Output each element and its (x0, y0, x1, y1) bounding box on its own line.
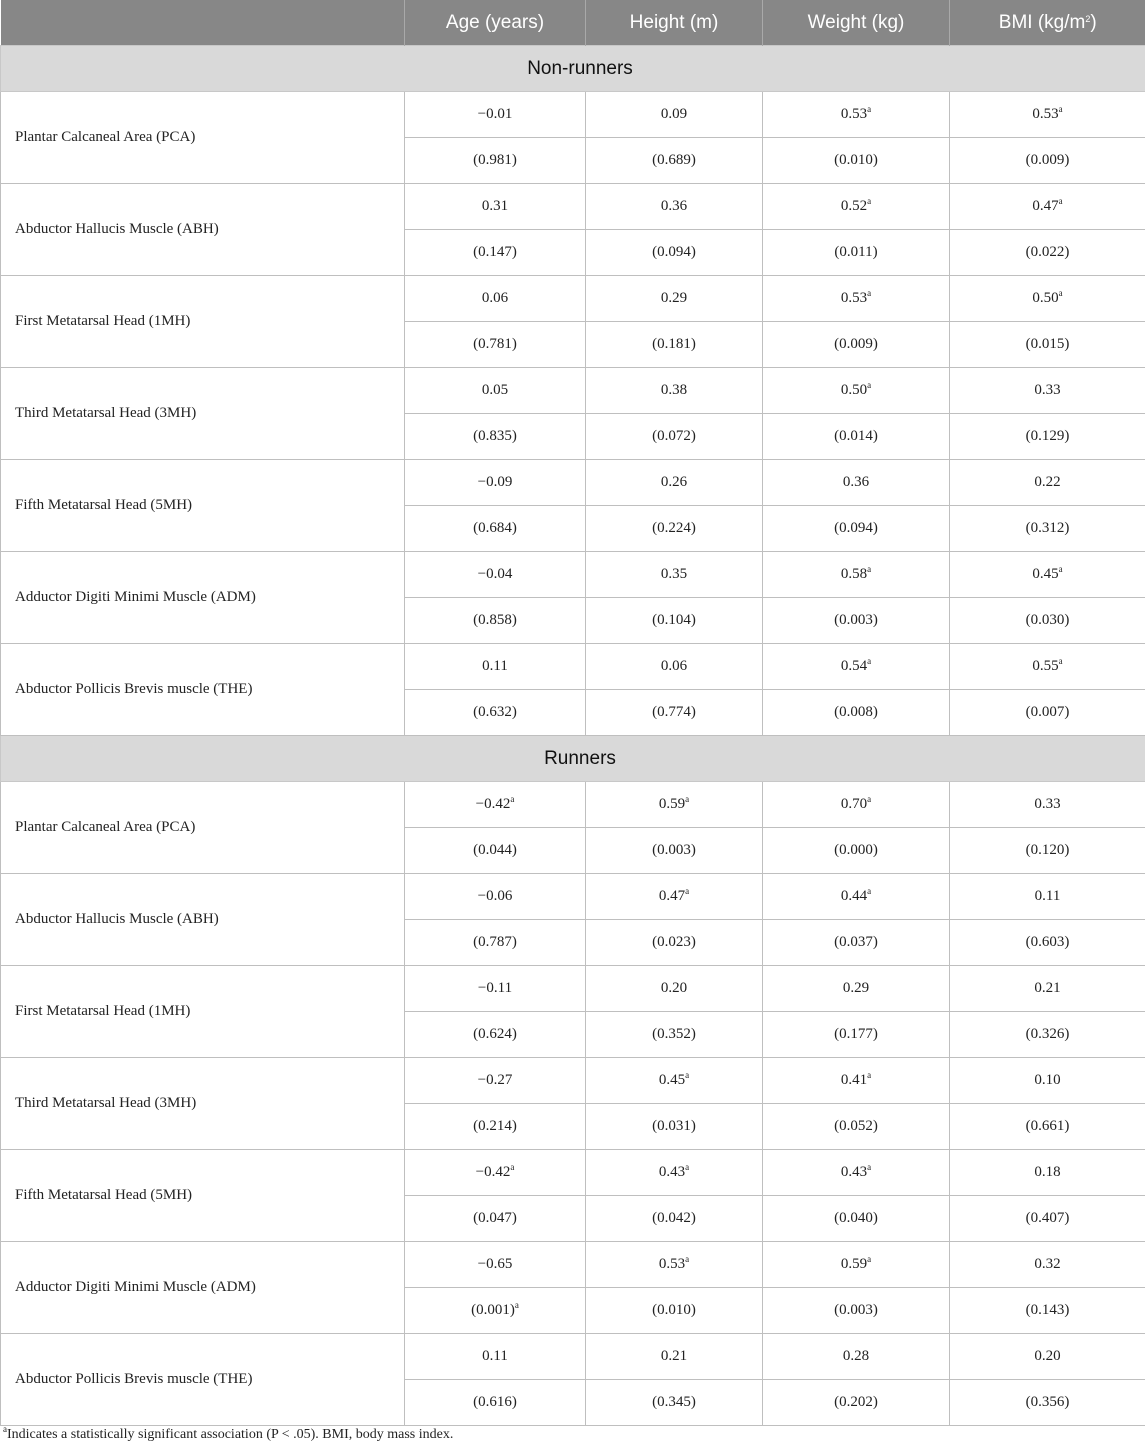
pvalue-cell-weight-value: (0.010) (834, 152, 878, 168)
pvalue-cell-bmi-value: (0.007) (1025, 704, 1070, 720)
coefficient-cell-bmi-value: 0.33 (1034, 796, 1061, 812)
coefficient-cell-height-value: 0.53 (658, 1256, 686, 1272)
coefficient-cell-height-value: 0.38 (660, 382, 688, 398)
pvalue-cell-bmi-value: (0.356) (1025, 1394, 1070, 1410)
header-age: Age (years) (405, 0, 586, 46)
pvalue-cell-bmi (950, 1380, 1145, 1426)
coefficient-cell-bmi-value: 0.45 (1032, 566, 1059, 582)
coefficient-cell-age (405, 552, 586, 598)
pvalue-cell-weight-value: (0.003) (834, 1302, 878, 1318)
pvalue-cell-bmi-value: (0.143) (1025, 1302, 1070, 1318)
coefficient-cell-age (405, 1058, 586, 1104)
coefficient-cell-weight (763, 368, 950, 414)
table-row (1, 552, 1145, 598)
footnote (3, 1424, 454, 1443)
pvalue-cell-weight (763, 230, 950, 276)
pvalue-cell-bmi-value: (0.312) (1025, 520, 1070, 536)
coefficient-cell-age-value: −0.65 (477, 1256, 513, 1272)
table-row (1, 184, 1145, 230)
pvalue-cell-height (586, 506, 763, 552)
coefficient-cell-age-value: −0.04 (477, 566, 513, 582)
pvalue-cell-age-value: (0.001) (471, 1302, 515, 1318)
header-bmi-close: ) (1090, 11, 1097, 33)
table-row (1, 276, 1145, 322)
coefficient-cell-weight (763, 1242, 950, 1288)
coefficient-cell-height (586, 92, 763, 138)
pvalue-cell-weight-value: (0.011) (834, 244, 878, 260)
pvalue-cell-height-value: (0.003) (652, 842, 696, 858)
row-label: First Metatarsal Head (1MH) (1, 276, 405, 368)
pvalue-cell-height-value: (0.023) (652, 934, 696, 950)
pvalue-cell-height (586, 690, 763, 736)
coefficient-cell-weight (763, 782, 950, 828)
pvalue-cell-weight (763, 920, 950, 966)
coefficient-cell-bmi-significance-marker: a (1058, 104, 1063, 114)
header-weight: Weight (kg) (763, 0, 950, 46)
pvalue-cell-bmi-value: (0.603) (1025, 934, 1070, 950)
coefficient-cell-height-value: 0.09 (660, 106, 688, 122)
coefficient-cell-height-significance-marker: a (685, 886, 690, 896)
coefficient-cell-weight-value: 0.28 (842, 1348, 870, 1364)
pvalue-cell-bmi-value: (0.407) (1025, 1210, 1070, 1226)
table-row (1, 874, 1145, 920)
pvalue-cell-height (586, 598, 763, 644)
coefficient-cell-bmi-significance-marker: a (1058, 196, 1063, 206)
coefficient-cell-weight-value: 0.53 (840, 106, 868, 122)
coefficient-cell-age (405, 1334, 586, 1380)
header-blank (1, 0, 405, 46)
pvalue-cell-weight (763, 598, 950, 644)
pvalue-cell-height-value: (0.181) (652, 336, 696, 352)
coefficient-cell-age-value: 0.31 (481, 198, 509, 214)
footnote-marker: a (3, 1424, 7, 1434)
table-row (1, 92, 1145, 138)
coefficient-cell-bmi (950, 644, 1145, 690)
pvalue-cell-height (586, 1380, 763, 1426)
pvalue-cell-age (405, 506, 586, 552)
coefficient-cell-weight-value: 0.50 (840, 382, 868, 398)
coefficient-cell-height-value: 0.06 (660, 658, 688, 674)
pvalue-cell-bmi-value: (0.015) (1025, 336, 1070, 352)
pvalue-cell-age (405, 414, 586, 460)
pvalue-cell-height-value: (0.031) (652, 1118, 696, 1134)
coefficient-cell-weight-value: 0.29 (842, 980, 870, 996)
coefficient-cell-weight-significance-marker: a (867, 1070, 872, 1080)
coefficient-cell-age (405, 1242, 586, 1288)
pvalue-cell-height-value: (0.774) (652, 704, 696, 720)
coefficient-cell-age-value: 0.06 (481, 290, 509, 306)
coefficient-cell-weight (763, 460, 950, 506)
pvalue-cell-age-value: (0.858) (473, 612, 517, 628)
pvalue-cell-height-value: (0.352) (652, 1026, 696, 1042)
pvalue-cell-weight (763, 690, 950, 736)
row-label: Abductor Hallucis Muscle (ABH) (1, 184, 405, 276)
coefficient-cell-bmi (950, 874, 1145, 920)
row-label: Fifth Metatarsal Head (5MH) (1, 1150, 405, 1242)
coefficient-cell-height-significance-marker: a (685, 794, 690, 804)
coefficient-cell-age-significance-marker: a (510, 1162, 515, 1172)
coefficient-cell-bmi-value: 0.10 (1034, 1072, 1061, 1088)
pvalue-cell-height (586, 322, 763, 368)
pvalue-cell-age (405, 598, 586, 644)
coefficient-cell-height-value: 0.21 (660, 1348, 688, 1364)
coefficient-cell-weight (763, 92, 950, 138)
pvalue-cell-age-value: (0.632) (473, 704, 517, 720)
pvalue-cell-height (586, 828, 763, 874)
coefficient-cell-height (586, 644, 763, 690)
pvalue-cell-weight (763, 1196, 950, 1242)
pvalue-cell-bmi (950, 1104, 1145, 1150)
pvalue-cell-age-value: (0.787) (473, 934, 517, 950)
pvalue-cell-weight (763, 322, 950, 368)
table-body (1, 46, 1145, 1426)
row-label: Abductor Pollicis Brevis muscle (THE) (1, 644, 405, 736)
pvalue-cell-weight-value: (0.000) (834, 842, 878, 858)
pvalue-cell-weight-value: (0.040) (834, 1210, 878, 1226)
pvalue-cell-bmi-value: (0.129) (1025, 428, 1070, 444)
coefficient-cell-weight-significance-marker: a (867, 1254, 872, 1264)
pvalue-cell-weight-value: (0.202) (834, 1394, 878, 1410)
pvalue-cell-bmi (950, 414, 1145, 460)
coefficient-cell-weight-value: 0.44 (840, 888, 868, 904)
coefficient-cell-height (586, 1150, 763, 1196)
coefficient-cell-height (586, 552, 763, 598)
pvalue-cell-age-value: (0.044) (473, 842, 517, 858)
pvalue-cell-age (405, 828, 586, 874)
coefficient-cell-age (405, 92, 586, 138)
coefficient-cell-age (405, 460, 586, 506)
coefficient-cell-bmi (950, 1058, 1145, 1104)
coefficient-cell-bmi (950, 460, 1145, 506)
pvalue-cell-age-value: (0.981) (473, 152, 517, 168)
coefficient-cell-weight-significance-marker: a (867, 794, 872, 804)
coefficient-cell-bmi (950, 552, 1145, 598)
coefficient-cell-weight (763, 874, 950, 920)
pvalue-cell-bmi-value: (0.009) (1025, 152, 1070, 168)
coefficient-cell-bmi-significance-marker: a (1058, 656, 1063, 666)
pvalue-cell-bmi-value: (0.120) (1025, 842, 1070, 858)
row-label: Third Metatarsal Head (3MH) (1, 1058, 405, 1150)
pvalue-cell-height-value: (0.094) (652, 244, 696, 260)
group-row (1, 46, 1145, 92)
coefficient-cell-height-significance-marker: a (685, 1070, 690, 1080)
coefficient-cell-weight-value: 0.52 (840, 198, 868, 214)
pvalue-cell-weight (763, 1104, 950, 1150)
pvalue-cell-bmi (950, 138, 1145, 184)
pvalue-cell-weight-value: (0.009) (834, 336, 878, 352)
coefficient-cell-bmi-value: 0.18 (1034, 1164, 1061, 1180)
table-row (1, 782, 1145, 828)
coefficient-cell-bmi (950, 276, 1145, 322)
coefficient-cell-height (586, 184, 763, 230)
pvalue-cell-bmi (950, 828, 1145, 874)
pvalue-cell-age-value: (0.147) (473, 244, 517, 260)
pvalue-cell-bmi (950, 1196, 1145, 1242)
pvalue-cell-bmi (950, 1012, 1145, 1058)
coefficient-cell-weight-significance-marker: a (867, 196, 872, 206)
table-row (1, 1058, 1145, 1104)
coefficient-cell-weight-value: 0.41 (840, 1072, 868, 1088)
coefficient-cell-height-value: 0.20 (660, 980, 688, 996)
coefficient-cell-height (586, 1334, 763, 1380)
table-row (1, 368, 1145, 414)
pvalue-cell-bmi (950, 1288, 1145, 1334)
coefficient-cell-weight-significance-marker: a (867, 288, 872, 298)
coefficient-cell-height (586, 1058, 763, 1104)
table-row (1, 1334, 1145, 1380)
coefficient-cell-weight (763, 552, 950, 598)
coefficient-cell-bmi-value: 0.33 (1034, 382, 1061, 398)
coefficient-cell-weight-significance-marker: a (867, 1162, 872, 1172)
coefficient-cell-height (586, 368, 763, 414)
pvalue-cell-age-value: (0.214) (473, 1118, 517, 1134)
header-height: Height (m) (586, 0, 763, 46)
footnote-text: Indicates a statistically significant association (P < .05). BMI, body mass index. (7, 1427, 454, 1442)
pvalue-cell-height-value: (0.010) (652, 1302, 696, 1318)
pvalue-cell-age (405, 1196, 586, 1242)
pvalue-cell-height-value: (0.689) (652, 152, 696, 168)
row-label: Adductor Digiti Minimi Muscle (ADM) (1, 552, 405, 644)
coefficient-cell-weight-value: 0.70 (840, 796, 868, 812)
coefficient-cell-bmi-value: 0.50 (1032, 290, 1059, 306)
coefficient-cell-height-significance-marker: a (685, 1162, 690, 1172)
pvalue-cell-age-value: (0.047) (473, 1210, 517, 1226)
table-row (1, 460, 1145, 506)
coefficient-cell-height-value: 0.36 (660, 198, 688, 214)
row-label: Abductor Pollicis Brevis muscle (THE) (1, 1334, 405, 1426)
pvalue-cell-weight-value: (0.014) (834, 428, 878, 444)
pvalue-cell-age-value: (0.624) (473, 1026, 517, 1042)
pvalue-cell-height (586, 414, 763, 460)
coefficient-cell-weight-significance-marker: a (867, 564, 872, 574)
coefficient-cell-age (405, 966, 586, 1012)
header-row (1, 0, 1145, 46)
table-header (1, 0, 1145, 46)
pvalue-cell-weight (763, 1012, 950, 1058)
row-label: Third Metatarsal Head (3MH) (1, 368, 405, 460)
pvalue-cell-age (405, 1104, 586, 1150)
coefficient-cell-weight-value: 0.36 (842, 474, 870, 490)
coefficient-cell-weight-value: 0.58 (840, 566, 868, 582)
pvalue-cell-age-value: (0.616) (473, 1394, 517, 1410)
coefficient-cell-height-value: 0.26 (660, 474, 688, 490)
pvalue-cell-weight-value: (0.008) (834, 704, 878, 720)
coefficient-cell-height (586, 460, 763, 506)
pvalue-cell-weight-value: (0.177) (834, 1026, 878, 1042)
header-bmi-text: BMI (kg/m (998, 11, 1086, 33)
coefficient-cell-age (405, 782, 586, 828)
pvalue-cell-height (586, 1104, 763, 1150)
coefficient-cell-bmi-value: 0.53 (1032, 106, 1059, 122)
pvalue-cell-weight-value: (0.003) (834, 612, 878, 628)
coefficient-cell-height-significance-marker: a (685, 1254, 690, 1264)
pvalue-cell-age (405, 920, 586, 966)
coefficient-cell-age (405, 368, 586, 414)
coefficient-cell-bmi (950, 782, 1145, 828)
row-label: Adductor Digiti Minimi Muscle (ADM) (1, 1242, 405, 1334)
coefficient-cell-age-value: −0.09 (477, 474, 513, 490)
pvalue-cell-height-value: (0.104) (652, 612, 696, 628)
pvalue-cell-age-value: (0.684) (473, 520, 517, 536)
row-label: Plantar Calcaneal Area (PCA) (1, 782, 405, 874)
coefficient-cell-height (586, 276, 763, 322)
coefficient-cell-age-value: −0.01 (477, 106, 513, 122)
pvalue-cell-bmi (950, 690, 1145, 736)
coefficient-cell-weight (763, 644, 950, 690)
coefficient-cell-age (405, 874, 586, 920)
coefficient-cell-age-value: −0.11 (477, 980, 513, 996)
coefficient-cell-height (586, 966, 763, 1012)
table-row (1, 1242, 1145, 1288)
coefficient-cell-age (405, 276, 586, 322)
group-row (1, 736, 1145, 782)
coefficient-cell-bmi-significance-marker: a (1058, 288, 1063, 298)
pvalue-cell-bmi-value: (0.022) (1025, 244, 1070, 260)
coefficient-cell-age (405, 644, 586, 690)
coefficient-cell-age-significance-marker: a (510, 794, 515, 804)
pvalue-cell-age-value: (0.835) (473, 428, 517, 444)
pvalue-cell-height (586, 230, 763, 276)
table-row (1, 644, 1145, 690)
coefficient-cell-weight-value: 0.53 (840, 290, 868, 306)
pvalue-cell-age (405, 322, 586, 368)
table-row (1, 966, 1145, 1012)
coefficient-cell-weight-value: 0.59 (840, 1256, 868, 1272)
coefficient-cell-bmi-value: 0.47 (1032, 198, 1059, 214)
row-label: Plantar Calcaneal Area (PCA) (1, 92, 405, 184)
coefficient-cell-weight-significance-marker: a (867, 104, 872, 114)
pvalue-cell-age (405, 138, 586, 184)
coefficient-cell-height-value: 0.35 (660, 566, 688, 582)
pvalue-cell-bmi (950, 322, 1145, 368)
coefficient-cell-bmi-value: 0.32 (1034, 1256, 1061, 1272)
header-bmi-superscript: 2 (1085, 13, 1091, 24)
coefficient-cell-age-value: 0.05 (481, 382, 509, 398)
header-bmi (950, 0, 1145, 46)
coefficient-cell-age (405, 184, 586, 230)
pvalue-cell-bmi-value: (0.661) (1025, 1118, 1070, 1134)
coefficient-cell-bmi (950, 92, 1145, 138)
pvalue-cell-weight (763, 1288, 950, 1334)
coefficient-cell-bmi-value: 0.11 (1034, 888, 1061, 904)
pvalue-cell-height (586, 138, 763, 184)
coefficient-cell-bmi-value: 0.22 (1034, 474, 1061, 490)
pvalue-cell-height-value: (0.345) (652, 1394, 696, 1410)
coefficient-cell-height-value: 0.43 (658, 1164, 686, 1180)
coefficient-cell-bmi-significance-marker: a (1058, 564, 1063, 574)
coefficient-cell-bmi (950, 1150, 1145, 1196)
row-label: Abductor Hallucis Muscle (ABH) (1, 874, 405, 966)
pvalue-cell-age-value: (0.781) (473, 336, 517, 352)
coefficient-cell-height-value: 0.47 (658, 888, 686, 904)
pvalue-cell-height-value: (0.224) (652, 520, 696, 536)
pvalue-cell-weight (763, 414, 950, 460)
coefficient-cell-bmi (950, 966, 1145, 1012)
table-row (1, 1150, 1145, 1196)
pvalue-cell-age (405, 690, 586, 736)
coefficient-cell-age-value: 0.11 (482, 1348, 508, 1364)
row-label: Fifth Metatarsal Head (5MH) (1, 460, 405, 552)
pvalue-cell-bmi-value: (0.030) (1025, 612, 1070, 628)
coefficient-cell-age (405, 1150, 586, 1196)
coefficient-cell-bmi (950, 1334, 1145, 1380)
pvalue-cell-weight (763, 1380, 950, 1426)
coefficient-cell-bmi-value: 0.21 (1034, 980, 1061, 996)
coefficient-cell-weight (763, 1334, 950, 1380)
pvalue-cell-bmi (950, 506, 1145, 552)
coefficient-cell-age-value: 0.11 (482, 658, 508, 674)
pvalue-cell-height (586, 920, 763, 966)
group-title: Non-runners (1, 46, 1145, 92)
pvalue-cell-bmi (950, 598, 1145, 644)
pvalue-cell-age-significance-marker: a (514, 1300, 519, 1310)
coefficient-cell-weight (763, 1150, 950, 1196)
pvalue-cell-height-value: (0.042) (652, 1210, 696, 1226)
coefficient-cell-bmi-value: 0.55 (1032, 658, 1059, 674)
pvalue-cell-height (586, 1288, 763, 1334)
pvalue-cell-height-value: (0.072) (652, 428, 696, 444)
coefficient-cell-weight (763, 276, 950, 322)
pvalue-cell-weight (763, 138, 950, 184)
coefficient-cell-weight (763, 1058, 950, 1104)
pvalue-cell-bmi-value: (0.326) (1025, 1026, 1070, 1042)
coefficient-cell-weight-significance-marker: a (867, 656, 872, 666)
pvalue-cell-age (405, 230, 586, 276)
pvalue-cell-height (586, 1196, 763, 1242)
pvalue-cell-age (405, 1012, 586, 1058)
coefficient-cell-bmi (950, 1242, 1145, 1288)
pvalue-cell-weight-value: (0.094) (834, 520, 878, 536)
coefficient-cell-weight-significance-marker: a (867, 380, 872, 390)
coefficient-cell-age-value: −0.06 (477, 888, 513, 904)
pvalue-cell-age (405, 1380, 586, 1426)
coefficient-cell-weight (763, 966, 950, 1012)
pvalue-cell-weight (763, 828, 950, 874)
coefficient-cell-age-value: −0.42 (475, 796, 511, 812)
coefficient-cell-height-value: 0.45 (658, 1072, 686, 1088)
coefficient-cell-weight-value: 0.43 (840, 1164, 868, 1180)
pvalue-cell-weight-value: (0.037) (834, 934, 878, 950)
coefficient-cell-height-value: 0.59 (658, 796, 686, 812)
coefficient-cell-height (586, 1242, 763, 1288)
group-title: Runners (1, 736, 1145, 782)
coefficient-cell-age-value: −0.27 (477, 1072, 513, 1088)
coefficient-cell-age-value: −0.42 (475, 1164, 511, 1180)
coefficient-cell-bmi (950, 184, 1145, 230)
coefficient-cell-weight (763, 184, 950, 230)
coefficient-cell-height (586, 782, 763, 828)
pvalue-cell-age (405, 1288, 586, 1334)
coefficient-cell-weight-significance-marker: a (867, 886, 872, 896)
pvalue-cell-bmi (950, 920, 1145, 966)
coefficient-cell-bmi-value: 0.20 (1034, 1348, 1061, 1364)
pvalue-cell-weight (763, 506, 950, 552)
pvalue-cell-height (586, 1012, 763, 1058)
coefficient-cell-height (586, 874, 763, 920)
pvalue-cell-weight-value: (0.052) (834, 1118, 878, 1134)
pvalue-cell-bmi (950, 230, 1145, 276)
coefficient-cell-height-value: 0.29 (660, 290, 688, 306)
coefficient-cell-bmi (950, 368, 1145, 414)
row-label: First Metatarsal Head (1MH) (1, 966, 405, 1058)
coefficient-cell-weight-value: 0.54 (840, 658, 868, 674)
